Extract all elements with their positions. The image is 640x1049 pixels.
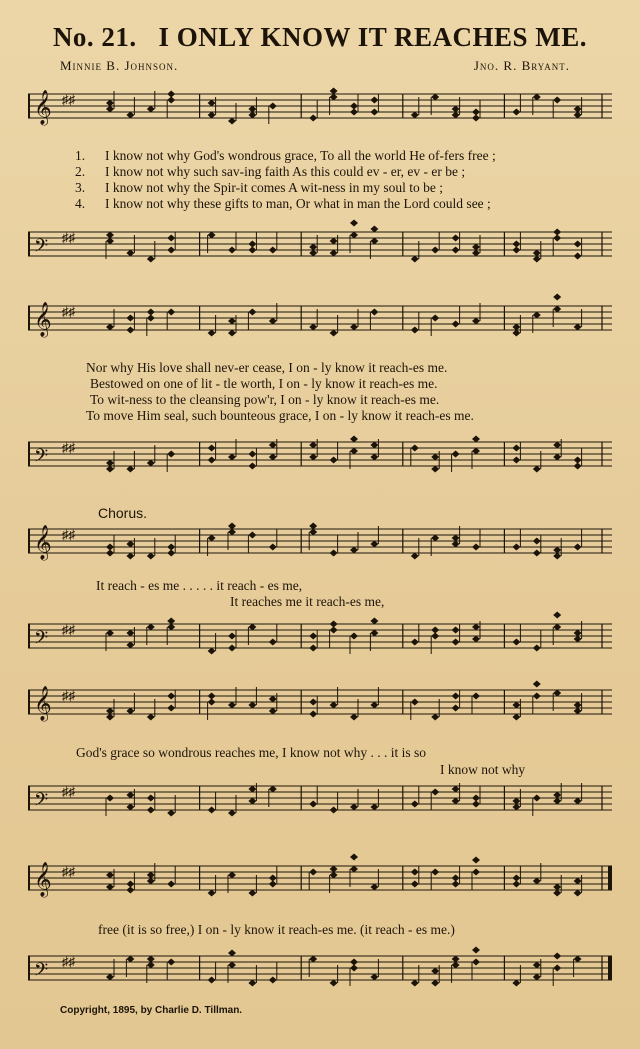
treble-clef-icon: 𝄞: [34, 862, 52, 897]
chorus-line-2-bass: I know not why: [440, 762, 526, 777]
chorus-line-2-treble: God's grace so wondrous reaches me, I know not why . . . it is so: [76, 745, 426, 760]
key-signature-icon: ♯♯: [62, 864, 75, 879]
verse2-line-4: To move Him seal, such bounteous grace, I on - ly know it reach-es me.: [86, 408, 474, 423]
staff-lines: [28, 786, 612, 810]
staff-lines: [28, 690, 612, 714]
composer-credit: Jno. R. Bryant.: [473, 58, 570, 73]
key-signature-icon: ♯♯: [62, 92, 75, 107]
key-signature-icon: ♯♯: [62, 688, 75, 703]
bass-clef-icon: 𝄢: [34, 790, 49, 815]
staff-lines: [28, 624, 612, 648]
bass-clef-icon: 𝄢: [34, 446, 49, 471]
staff-lines: [28, 866, 612, 890]
lyricist-credit: Minnie B. Johnson.: [60, 58, 179, 73]
treble-clef-icon: 𝄞: [34, 525, 52, 560]
staff-lines: [28, 442, 612, 466]
key-signature-icon: ♯♯: [62, 230, 75, 245]
treble-clef-icon: 𝄞: [34, 686, 52, 721]
treble-clef-icon: 𝄞: [34, 302, 52, 337]
staff-system-1-treble: [28, 80, 612, 150]
verse2-line-3: To wit-ness to the cleansing pow'r, I on - ly know it reach-es me.: [90, 392, 440, 407]
verse2-line-1: Nor why His love shall nev-er cease, I on - ly know it reach-es me.: [86, 360, 448, 375]
hymn-title-text: I ONLY KNOW IT REACHES ME.: [158, 22, 588, 52]
staff-system-2-treble: [28, 292, 612, 362]
key-signature-icon: ♯♯: [62, 304, 75, 319]
key-signature-icon: ♯♯: [62, 784, 75, 799]
chorus-label: Chorus.: [98, 505, 148, 521]
hymn-title: [0, 22, 640, 53]
staff-system-3-bass: [28, 610, 612, 670]
chorus-line-3: free (it is so free,) I on - ly know it reach-es me. (it reach - es me.): [98, 922, 455, 937]
staff-lines: [28, 94, 612, 118]
key-signature-icon: ♯♯: [62, 954, 75, 969]
staff-system-4-treble: [28, 676, 612, 744]
staff-lines: [28, 956, 612, 980]
staff-lines: [28, 232, 612, 256]
key-signature-icon: ♯♯: [62, 622, 75, 637]
verse2-line-2: Bestowed on one of lit - tle worth, I on - ly know it reach-es me.: [90, 376, 438, 391]
hymn-number: No. 21.: [52, 22, 137, 52]
staff-system-4-bass: [28, 772, 612, 842]
staff-lines: [28, 529, 612, 553]
verse-line-1: 1. I know not why God's wondrous grace, To all the world He of-fers free ;: [75, 148, 496, 163]
key-signature-icon: ♯♯: [62, 440, 75, 455]
staff-system-5-treble: [28, 852, 612, 922]
copyright-notice: Copyright, 1895, by Charlie D. Tillman.: [60, 1005, 243, 1016]
staff-system-1-bass: [28, 218, 612, 288]
bass-clef-icon: 𝄢: [34, 236, 49, 261]
bass-clef-icon: 𝄢: [34, 628, 49, 653]
chorus-line-1-treble: It reach - es me . . . . . it reach - es me,: [96, 578, 303, 593]
verse-line-4: 4. I know not why these gifts to man, Or what in man the Lord could see ;: [75, 196, 491, 211]
verse-line-2: 2. I know not why such sav-ing faith As this could ev - er, ev - er be ;: [75, 164, 466, 179]
bass-clef-icon: 𝄢: [34, 960, 49, 985]
verse-line-3: 3. I know not why the Spir-it comes A wit-ness in my soul to be ;: [75, 180, 443, 195]
treble-clef-icon: 𝄞: [34, 90, 52, 125]
key-signature-icon: ♯♯: [62, 527, 75, 542]
staff-system-3-treble: [28, 515, 612, 583]
staff-system-2-bass: [28, 428, 612, 498]
staff-system-5-bass: [28, 942, 612, 1004]
chorus-line-1-bass: It reaches me it reach-es me,: [230, 594, 385, 609]
staff-lines: [28, 306, 612, 330]
